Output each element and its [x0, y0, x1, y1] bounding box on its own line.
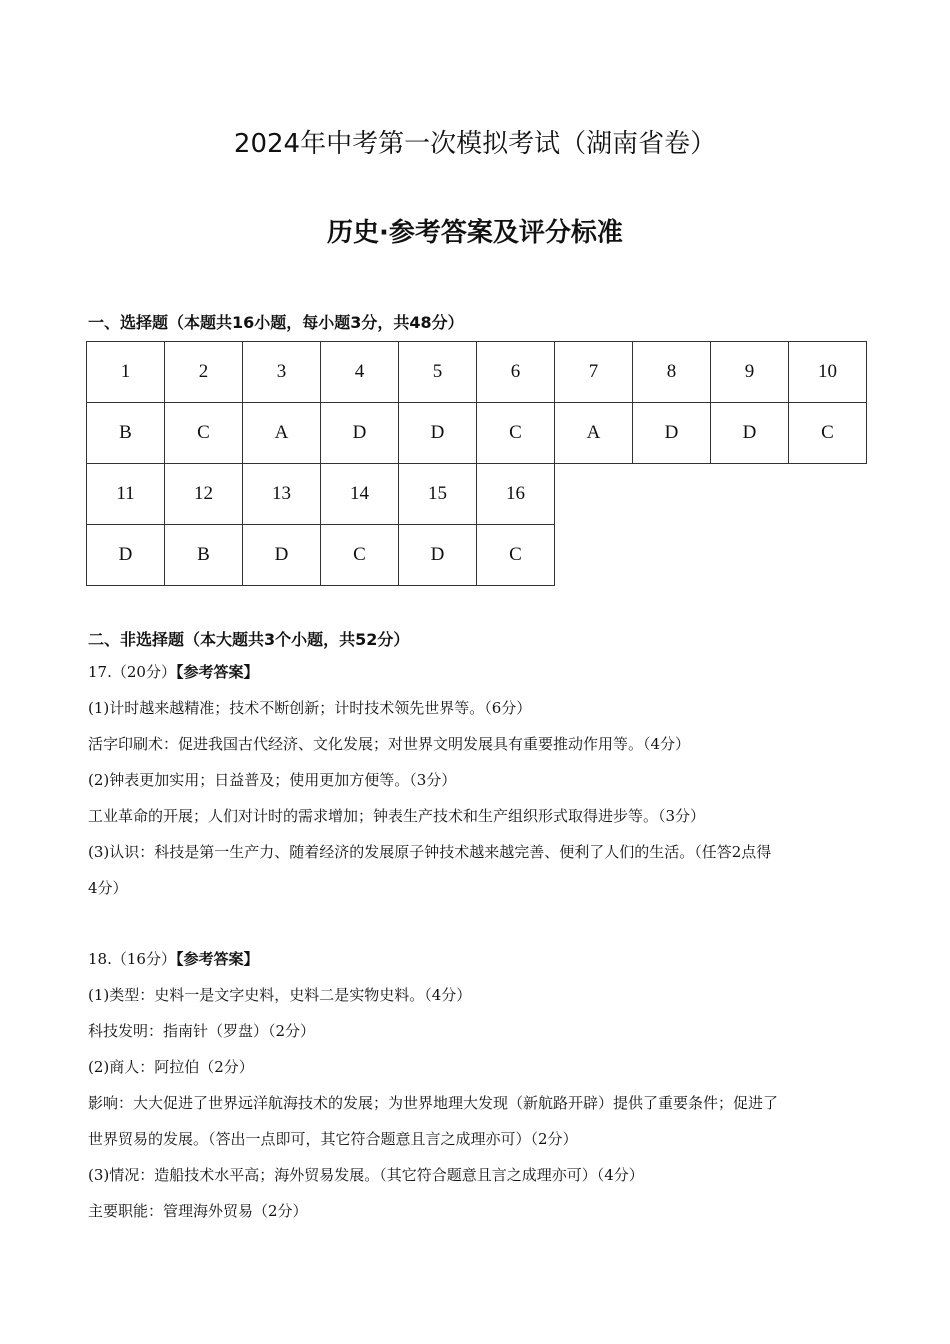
question-number-cell: 2: [165, 342, 243, 403]
q17-header: [88, 654, 868, 690]
empty-cell: [711, 525, 789, 586]
answer-cell: B: [165, 525, 243, 586]
exam-subtitle: 历史·参考答案及评分标准: [327, 218, 623, 248]
q17-line: (1)计时越来越精准；技术不断创新；计时技术领先世界等。（6分）: [88, 699, 532, 717]
answer-cell: D: [243, 525, 321, 586]
question-number-cell: 9: [711, 342, 789, 403]
question-number-row: [87, 464, 867, 525]
question-number-cell: 7: [555, 342, 633, 403]
q17-number: 17.（20分）: [88, 663, 176, 681]
q18-line: (1)类型：史料一是文字史料，史料二是实物史料。（4分）: [88, 986, 472, 1004]
q18-line: 主要职能：管理海外贸易（2分）: [88, 1202, 308, 1220]
question-number-cell: 13: [243, 464, 321, 525]
q17-line: (3)认识：科技是第一生产力、随着经济的发展原子钟技术越来越完善、便利了人们的生活。（任答2点得: [88, 843, 772, 861]
section2-heading: 二、非选择题（本大题共3个小题，共52分）: [88, 630, 410, 649]
answer-cell: B: [87, 403, 165, 464]
question-number-cell: 10: [789, 342, 867, 403]
answer-row: [87, 525, 867, 586]
empty-cell: [633, 464, 711, 525]
question-number-cell: 5: [399, 342, 477, 403]
exam-title: 2024年中考第一次模拟考试（湖南省卷）: [233, 129, 717, 159]
answer-cell: D: [321, 403, 399, 464]
answer-table: [86, 341, 867, 586]
answer-cell: D: [399, 525, 477, 586]
q17-line: 工业革命的开展；人们对计时的需求增加；钟表生产技术和生产组织形式取得进步等。（3分）: [88, 807, 706, 825]
q18-tag: 【参考答案】: [175, 950, 259, 968]
q18-line: 科技发明：指南针（罗盘）（2分）: [88, 1022, 316, 1040]
q18-line: 世界贸易的发展。（答出一点即可，其它符合题意且言之成理亦可）（2分）: [88, 1130, 578, 1148]
empty-cell: [789, 464, 867, 525]
q17-tag: 【参考答案】: [175, 663, 259, 681]
empty-cell: [789, 525, 867, 586]
answer-cell: A: [555, 403, 633, 464]
answer-cell: C: [165, 403, 243, 464]
answer-cell: D: [633, 403, 711, 464]
question-number-cell: 3: [243, 342, 321, 403]
empty-cell: [555, 525, 633, 586]
question-number-cell: 15: [399, 464, 477, 525]
question-number-cell: 8: [633, 342, 711, 403]
question-number-cell: 6: [477, 342, 555, 403]
question-number-row: [87, 342, 867, 403]
question-number-cell: 12: [165, 464, 243, 525]
answer-cell: D: [711, 403, 789, 464]
q18-header: [88, 941, 868, 977]
q18-line: 影响：大大促进了世界远洋航海技术的发展；为世界地理大发现（新航路开辟）提供了重要条件；促进了: [88, 1094, 779, 1112]
answer-cell: C: [321, 525, 399, 586]
question-number-cell: 4: [321, 342, 399, 403]
question-number-cell: 14: [321, 464, 399, 525]
section1-heading: 一、选择题（本题共16小题，每小题3分，共48分）: [88, 313, 464, 332]
empty-cell: [633, 525, 711, 586]
q18-line: (3)情况：造船技术水平高；海外贸易发展。（其它符合题意且言之成理亦可）（4分）: [88, 1166, 644, 1184]
question-number-cell: 16: [477, 464, 555, 525]
q18-number: 18.（16分）: [88, 950, 176, 968]
q17-line: (2)钟表更加实用；日益普及；使用更加方便等。（3分）: [88, 771, 457, 789]
q18-line: (2)商人：阿拉伯（2分）: [88, 1058, 254, 1076]
answer-cell: C: [477, 403, 555, 464]
answer-cell: C: [789, 403, 867, 464]
question-18: [88, 941, 868, 1229]
answer-cell: D: [399, 403, 477, 464]
answer-row: [87, 403, 867, 464]
question-17: [88, 654, 868, 906]
q17-line: 活字印刷术：促进我国古代经济、文化发展；对世界文明发展具有重要推动作用等。（4分）: [88, 735, 691, 753]
empty-cell: [555, 464, 633, 525]
q17-line: 4分）: [88, 879, 128, 897]
answer-cell: C: [477, 525, 555, 586]
answer-cell: A: [243, 403, 321, 464]
empty-cell: [711, 464, 789, 525]
question-number-cell: 1: [87, 342, 165, 403]
answer-cell: D: [87, 525, 165, 586]
question-number-cell: 11: [87, 464, 165, 525]
